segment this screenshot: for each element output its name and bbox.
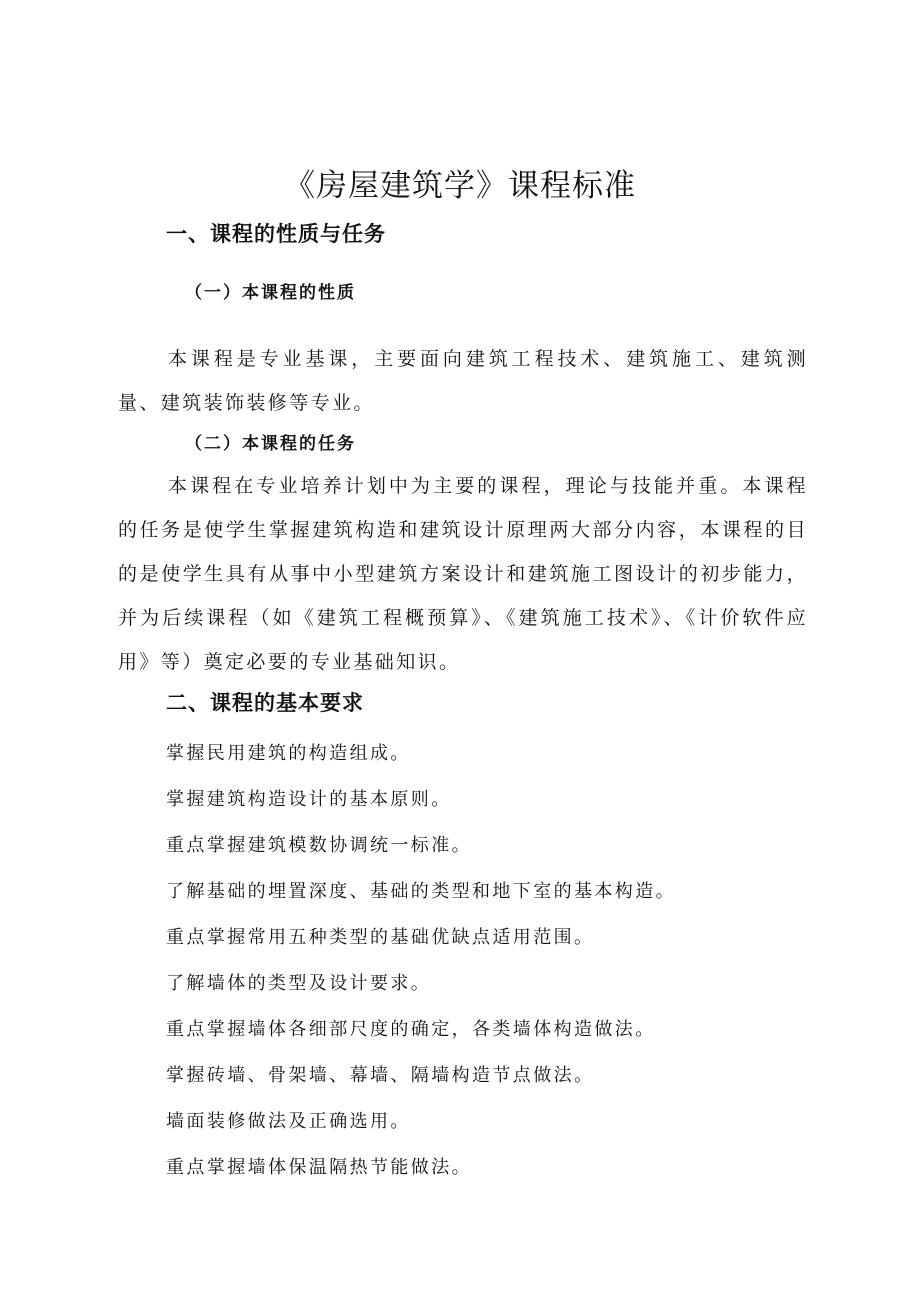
list-item: 掌握民用建筑的构造组成。 xyxy=(166,743,411,764)
list-item: 了解基础的埋置深度、基础的类型和地下室的基本构造。 xyxy=(166,881,676,902)
section-heading-basic-requirements: 二、课程的基本要求 xyxy=(166,691,364,715)
list-item: 了解墙体的类型及设计要求。 xyxy=(166,973,432,994)
requirements-list xyxy=(166,731,826,1191)
paragraph-nature: 本课程是专业基课，主要面向建筑工程技术、建筑施工、建筑测量、建筑装饰装修等专业。 xyxy=(118,348,808,414)
subsection-heading-tasks: （二）本课程的任务 xyxy=(185,434,356,454)
list-item: 重点掌握常用五种类型的基础优缺点适用范围。 xyxy=(166,927,595,948)
list-item: 重点掌握墙体各细部尺度的确定，各类墙体构造做法。 xyxy=(166,1019,656,1040)
list-item: 掌握砖墙、骨架墙、幕墙、隔墙构造节点做法。 xyxy=(166,1065,595,1086)
subsection-heading-nature: （一）本课程的性质 xyxy=(185,283,356,303)
list-item: 掌握建筑构造设计的基本原则。 xyxy=(166,789,452,810)
paragraph-tasks: 本课程在专业培养计划中为主要的课程，理论与技能并重。本课程的任务是使学生掌握建筑构造和建筑设计原理两大部分内容，本课程的目的是使学生具有从事中小型建筑方案设计和建筑施工图设计的初步能力，并为后续课程（如《建筑工程概预算》、《建筑施工技术》、《计价软件应用》等）奠定必要的专业基础知识。 xyxy=(118,475,808,673)
list-item: 重点掌握墙体保温隔热节能做法。 xyxy=(166,1157,472,1178)
document-title: 《房屋建筑学》课程标准 xyxy=(284,168,636,204)
list-item: 墙面装修做法及正确选用。 xyxy=(166,1111,411,1132)
list-item: 重点掌握建筑模数协调统一标准。 xyxy=(166,835,472,856)
section-heading-nature-and-tasks: 一、课程的性质与任务 xyxy=(166,222,386,246)
